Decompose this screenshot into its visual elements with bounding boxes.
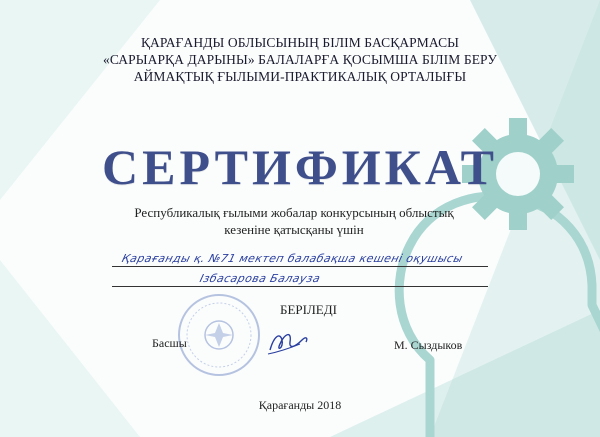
header-line-2: «САРЫАРҚА ДАРЫНЫ» БАЛАЛАРҒА ҚОСЫМША БІЛІМ БЕРУ <box>102 52 497 67</box>
recipient-rule-2 <box>112 286 488 287</box>
awarded-label: БЕРІЛЕДІ <box>280 302 337 317</box>
recipient-line-1: Қарағанды қ. №71 мектеп балабақша кешені оқушысы <box>120 252 465 265</box>
description-line-2: кезеніне қатысқаны үшін <box>224 222 364 237</box>
recipient-line-2: Ізбасарова Балауза <box>198 272 322 285</box>
official-stamp <box>176 292 262 378</box>
director-label: Басшы <box>152 336 187 350</box>
footer-place-year: Қарағанды 2018 <box>258 398 342 412</box>
recipient-rule-1 <box>112 266 488 267</box>
director-name: М. Сыздыков <box>394 338 463 352</box>
header-line-3: АЙМАҚТЫҚ ҒЫЛЫМИ-ПРАКТИКАЛЫҚ ОРТАЛЫҒЫ <box>133 69 467 84</box>
director-signature <box>262 322 312 362</box>
description-line-1: Республикалық ғылыми жобалар конкурсының облыстық <box>134 205 454 220</box>
certificate-title: СЕРТИФИКАТ <box>101 139 498 195</box>
header-line-1: ҚАРАҒАНДЫ ОБЛЫСЫНЫҢ БІЛІМ БАСҚАРМАСЫ <box>140 35 460 50</box>
